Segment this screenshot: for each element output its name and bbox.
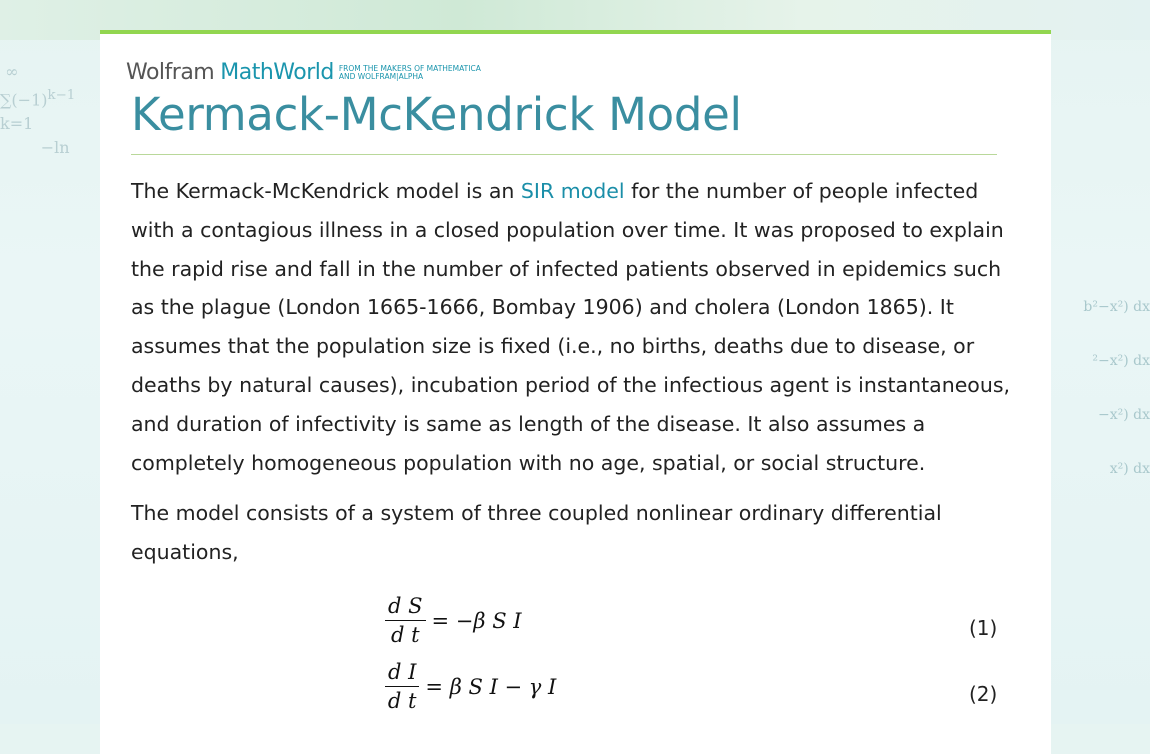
mathworld-logo[interactable] <box>126 60 481 85</box>
sir-model-link[interactable]: SIR model <box>520 179 625 203</box>
logo-mathworld: MathWorld <box>220 60 334 85</box>
content-card <box>100 30 1051 754</box>
logo-wolfram: Wolfram <box>126 60 215 85</box>
equation-2: $\frac{\text{d I}}{\text{d t}}$ = β S I − γ I <box>385 660 556 713</box>
logo-tagline: FROM THE MAKERS OF MATHEMATICA AND WOLFRAM|ALPHA <box>338 63 481 81</box>
equation-number-1: (1) <box>969 616 998 640</box>
decorative-formula-right: b²−x²) dx ²−x²) dx −x²) dx x²) dx <box>1083 299 1150 477</box>
paragraph-intro: The Kermack-McKendrick model is an SIR model for the number of people infected with a contagious illness in a closed population over time. It was proposed to explain the rapid rise and fall in the number of infected patients observed in epidemics such as the plague (London 1665-1666, Bombay 1906) and cholera (London 1865). It assumes that the population size is fixed (i.e., no births, deaths due to disease, or deaths by natural causes), incubation period of the infectious agent is instantaneous, and duration of infectivity is same as length of the disease. It also assumes a completely homogeneous population with no age, spatial, or social structure. <box>131 179 1011 475</box>
paragraph-model: The model consists of a system of three coupled nonlinear ordinary differential equations, <box>131 501 942 565</box>
article-body <box>131 172 1011 584</box>
equation-1: $\frac{\text{d S}}{\text{d t}}$ = −β S I <box>385 594 522 647</box>
equation-number-2: (2) <box>969 682 998 706</box>
title-divider <box>131 154 997 155</box>
decorative-formula-left: ∞ $\sum(-1)^{k-1}$ k=1 −ln <box>0 62 76 158</box>
page-title: Kermack-McKendrick Model <box>131 88 742 141</box>
